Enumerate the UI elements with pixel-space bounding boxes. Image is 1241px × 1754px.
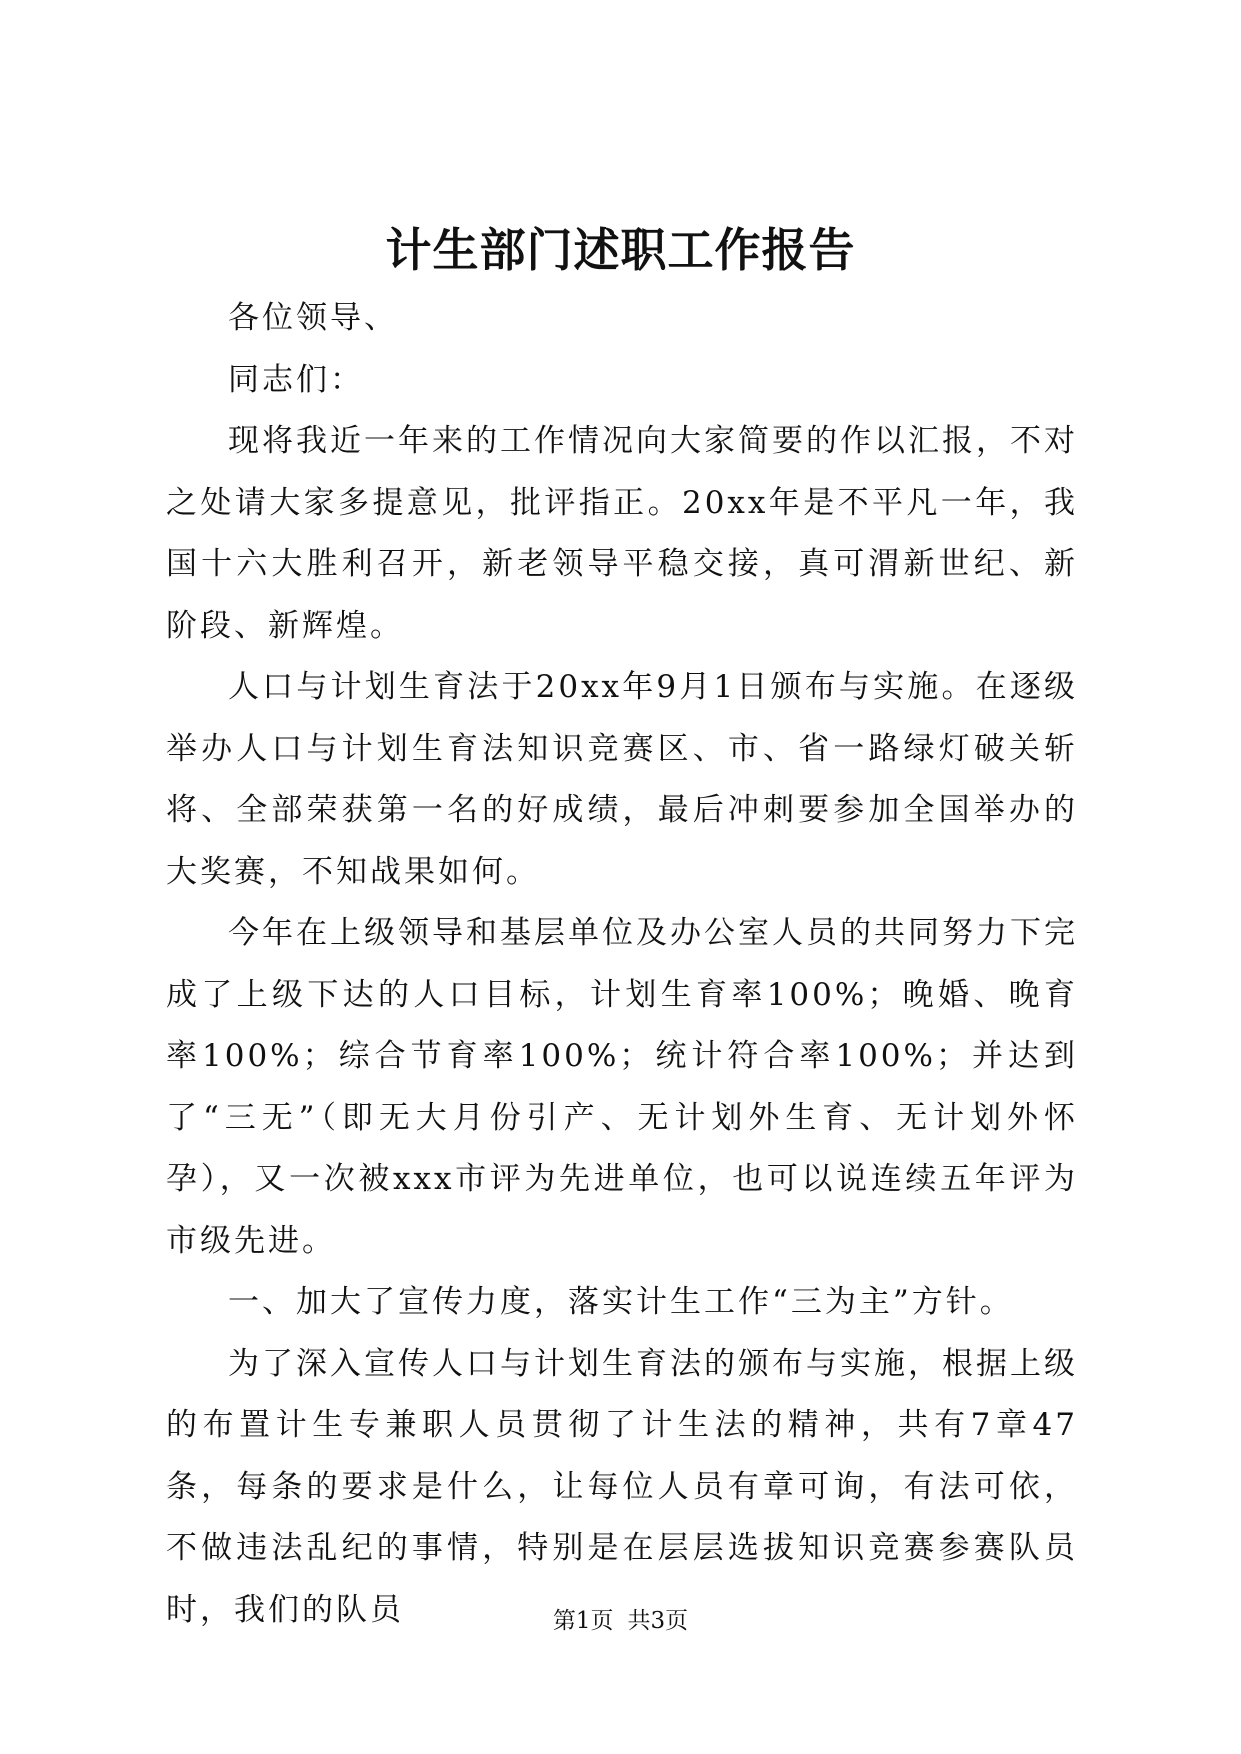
paragraph-law: 人口与计划生育法于20xx年9月1日颁布与实施。在逐级举办人口与计划生育法知识竞赛区、市、省一路绿灯破关斩将、全部荣获第一名的好成绩，最后冲刺要参加全国举办的大奖赛，不知战果如何。 [166, 669, 1078, 890]
page-footer [0, 1606, 1241, 1636]
page-number: 第1页 [552, 1608, 614, 1634]
document-title: 计生部门述职工作报告 [385, 223, 856, 277]
paragraph-publicity: 为了深入宣传人口与计划生育法的颁布与实施，根据上级的布置计生专兼职人员贯彻了计生法的精神，共有7章47条，每条的要求是什么，让每位人员有章可询，有法可依，不做违法乱纪的事情，特别是在层层选拔知识竞赛参赛队员时，我们的队员 [166, 1345, 1078, 1628]
paragraph-intro: 现将我近一年来的工作情况向大家简要的作以汇报，不对之处请大家多提意见，批评指正。20xx年是不平凡一年，我国十六大胜利召开，新老领导平稳交接，真可渭新世纪、新阶段、新辉煌。 [166, 423, 1078, 644]
salutation-line-1: 各位领导、 [228, 300, 398, 336]
page-total: 共3页 [627, 1608, 689, 1634]
section-heading-1: 一、加大了宣传力度，落实计生工作“三为主”方针。 [228, 1284, 1014, 1320]
salutation-line-2: 同志们： [228, 361, 364, 398]
paragraph-targets: 今年在上级领导和基层单位及办公室人员的共同努力下完成了上级下达的人口目标，计划生育率100%；晚婚、晚育率100%；综合节育率100%；统计符合率100%；并达到了“三无”（即无大月份引产、无计划外生育、无计划外怀孕），又一次被xxx市评为先进单位，也可以说连续五年评为市级先进。 [166, 915, 1078, 1259]
document-body [166, 288, 1078, 1641]
